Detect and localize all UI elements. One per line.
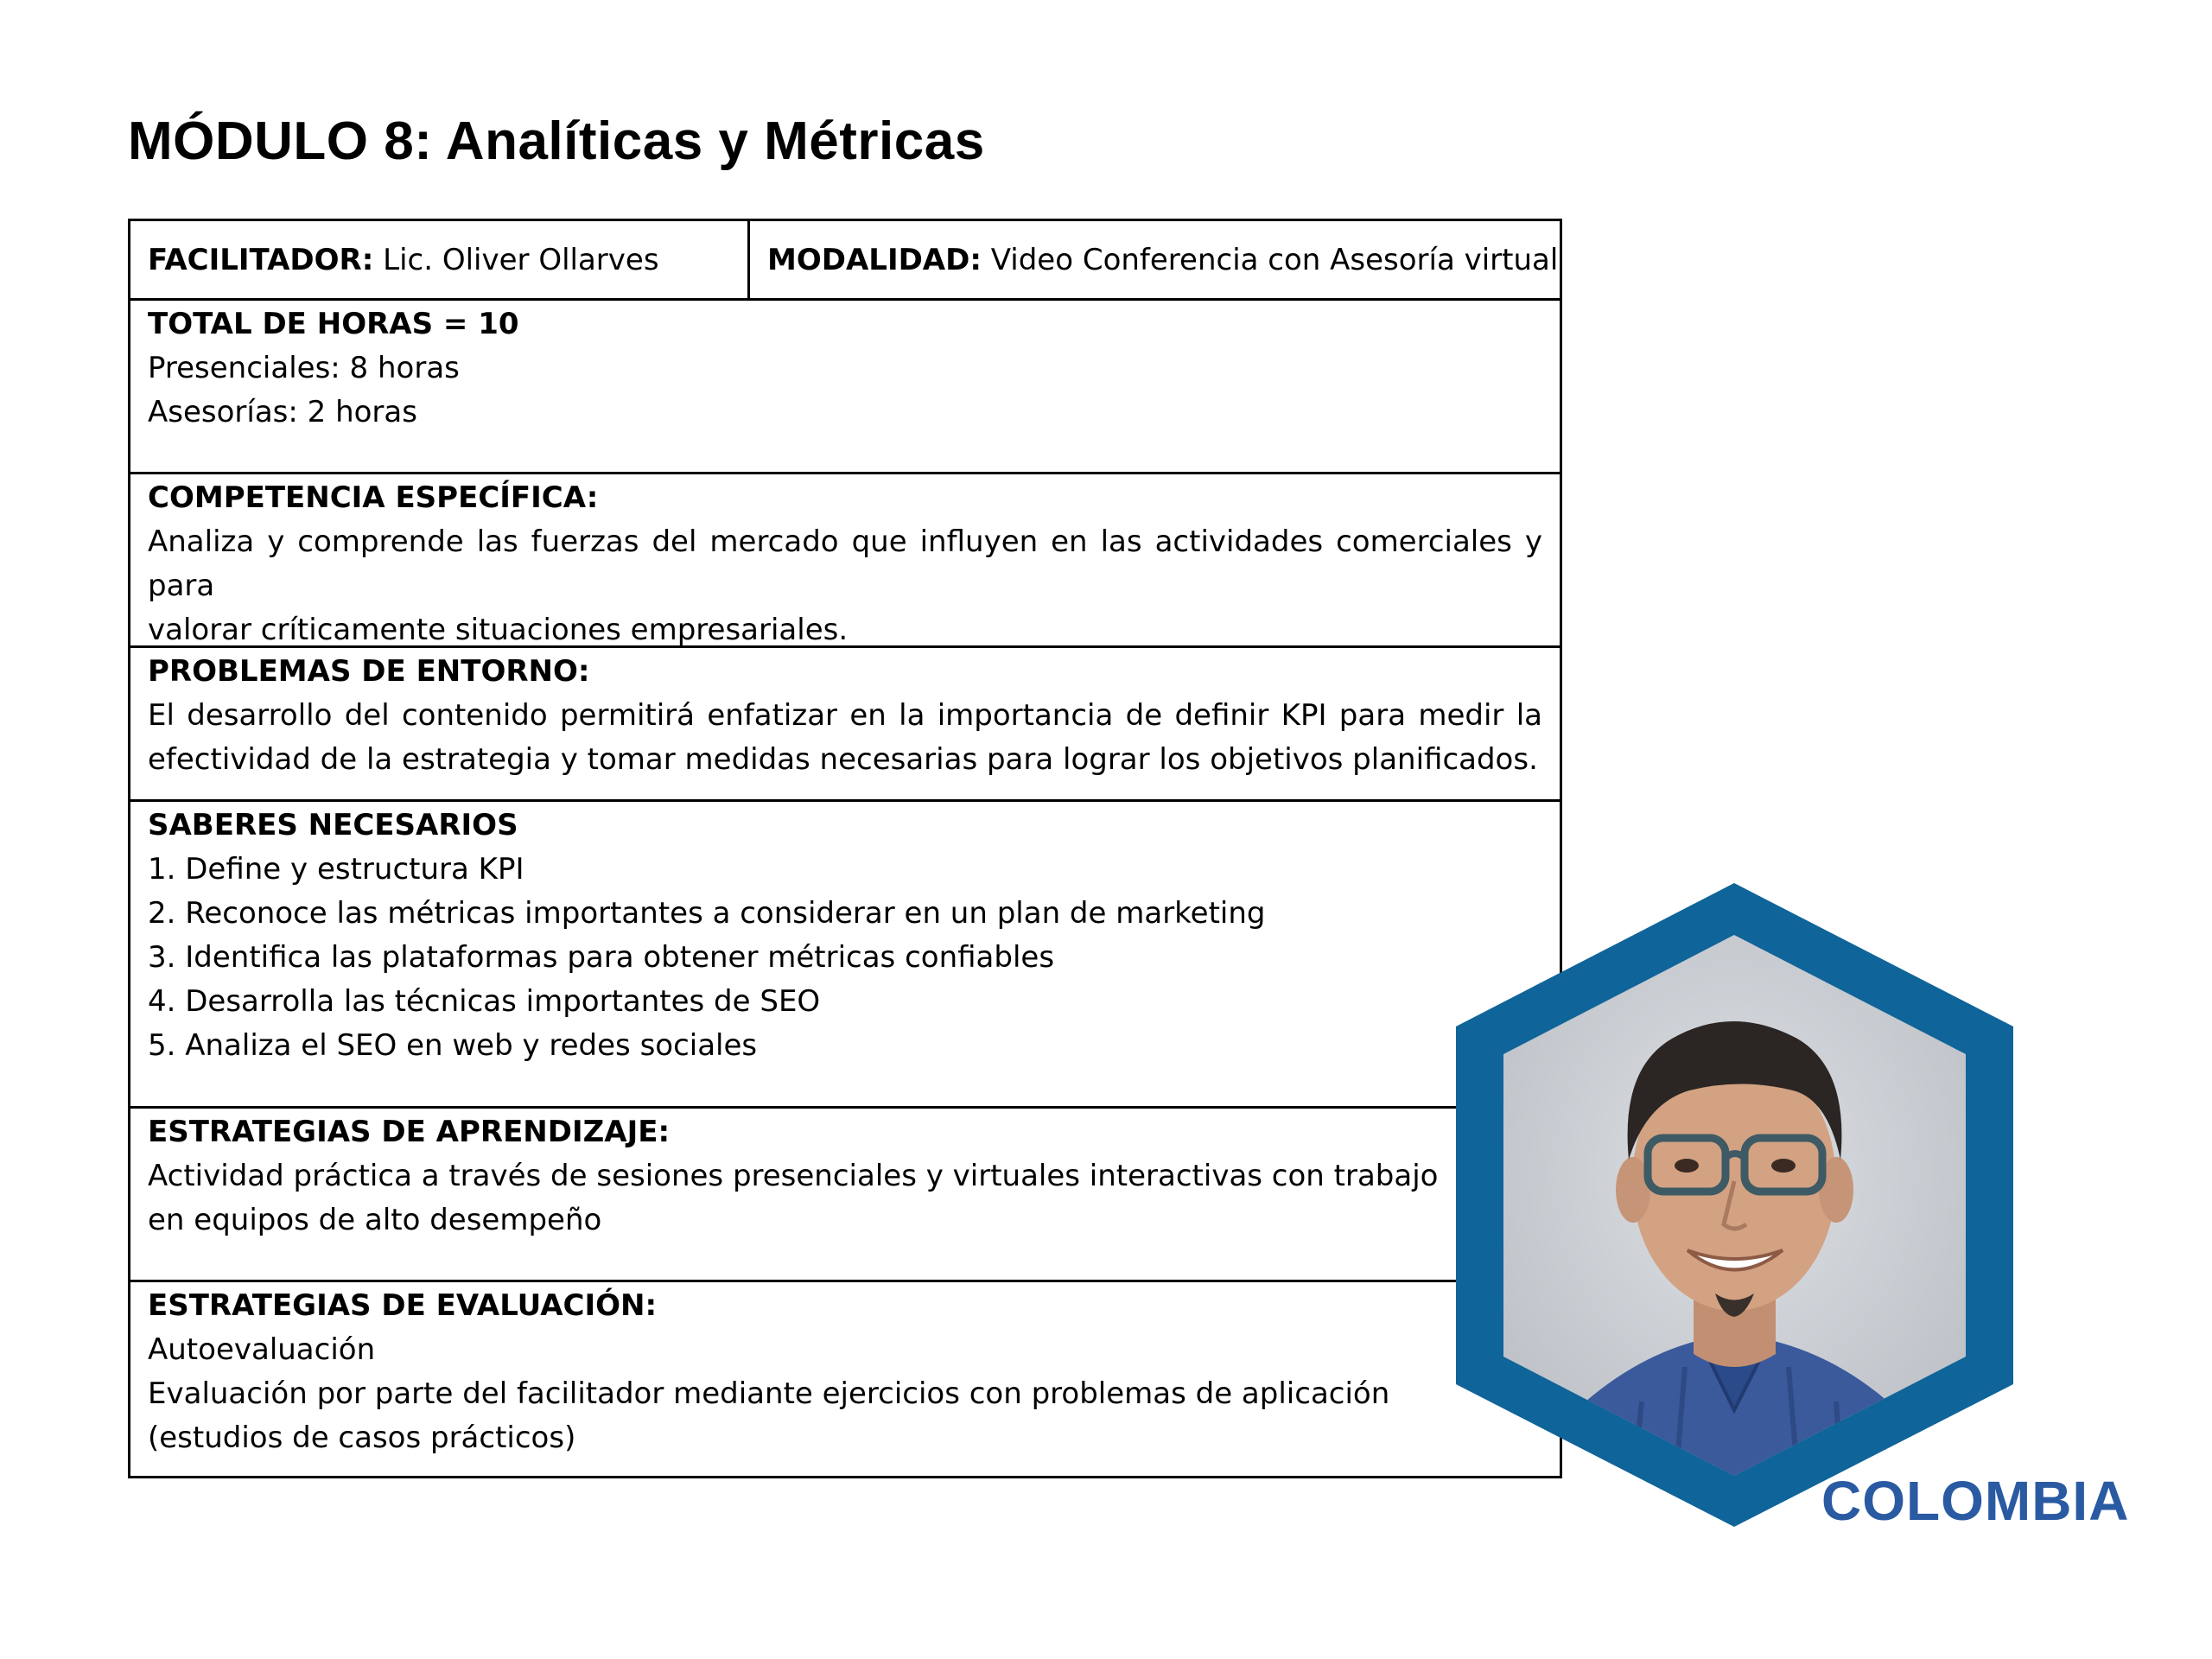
facilitator-photo-frame xyxy=(1456,883,2013,1527)
hours-total: TOTAL DE HORAS = 10 xyxy=(148,307,519,341)
competence-text-line-1: Analiza y comprende las fuerzas del mercado que influyen en las actividades comerciales y para xyxy=(148,524,1542,603)
evaluation-line: Autoevaluación xyxy=(148,1332,376,1367)
hours-cell xyxy=(130,301,1560,472)
evaluation-heading: ESTRATEGIAS DE EVALUACIÓN: xyxy=(148,1288,658,1323)
knowledge-item: 4. Desarrolla las técnicas importantes de SEO xyxy=(148,984,821,1019)
header-row xyxy=(130,221,1560,301)
evaluation-line: Evaluación por parte del facilitador mediante ejercicios con problemas de aplicación xyxy=(148,1376,1390,1411)
learning-row xyxy=(130,1109,1560,1282)
modality-value: Video Conferencia con Asesoría virtual xyxy=(981,243,1559,277)
evaluation-line: (estudios de casos prácticos) xyxy=(148,1421,576,1455)
module-info-table xyxy=(128,219,1562,1478)
competence-row xyxy=(130,474,1560,648)
modality-cell xyxy=(750,221,1560,298)
competence-text-line-2: valorar críticamente situaciones empresariales. xyxy=(148,613,849,647)
learning-cell xyxy=(130,1109,1560,1280)
facilitator-photo xyxy=(1456,883,2013,1527)
competence-cell xyxy=(130,474,1560,645)
problems-text-line-1: El desarrollo del contenido permitirá enfatizar en la importancia de definir KPI para medir la xyxy=(148,698,1542,733)
knowledge-item: 5. Analiza el SEO en web y redes sociales xyxy=(148,1028,758,1063)
learning-text-line-2: en equipos de alto desempeño xyxy=(148,1203,602,1237)
learning-heading: ESTRATEGIAS DE APRENDIZAJE: xyxy=(148,1115,671,1149)
hours-row xyxy=(130,301,1560,474)
country-label: COLOMBIA xyxy=(1821,1470,2130,1532)
knowledge-item: 3. Identifica las plataformas para obtener métricas confiables xyxy=(148,940,1055,975)
knowledge-cell xyxy=(130,802,1560,1106)
facilitator-cell xyxy=(130,221,750,298)
problems-row xyxy=(130,648,1560,802)
page-title: MÓDULO 8: Analíticas y Métricas xyxy=(128,111,985,171)
problems-cell xyxy=(130,648,1560,799)
knowledge-item: 2. Reconoce las métricas importantes a considerar en un plan de marketing xyxy=(148,896,1266,931)
evaluation-cell xyxy=(130,1282,1560,1476)
competence-heading: COMPETENCIA ESPECÍFICA: xyxy=(148,480,599,515)
hours-onsite: Presenciales: 8 horas xyxy=(148,351,460,385)
knowledge-item: 1. Define y estructura KPI xyxy=(148,852,524,887)
evaluation-row xyxy=(130,1282,1560,1476)
problems-text-line-2: efectividad de la estrategia y tomar medidas necesarias para lograr los objetivos planificados. xyxy=(148,742,1538,777)
hours-advisory: Asesorías: 2 horas xyxy=(148,395,417,429)
problems-heading: PROBLEMAS DE ENTORNO: xyxy=(148,654,590,689)
facilitator-name: Lic. Oliver Ollarves xyxy=(373,243,659,277)
modality-label: MODALIDAD: xyxy=(767,243,982,277)
facilitator-label: FACILITADOR: xyxy=(148,243,374,277)
knowledge-row xyxy=(130,802,1560,1109)
knowledge-heading: SABERES NECESARIOS xyxy=(148,808,518,842)
learning-text-line-1: Actividad práctica a través de sesiones presenciales y virtuales interactivas con trabajo xyxy=(148,1159,1439,1193)
